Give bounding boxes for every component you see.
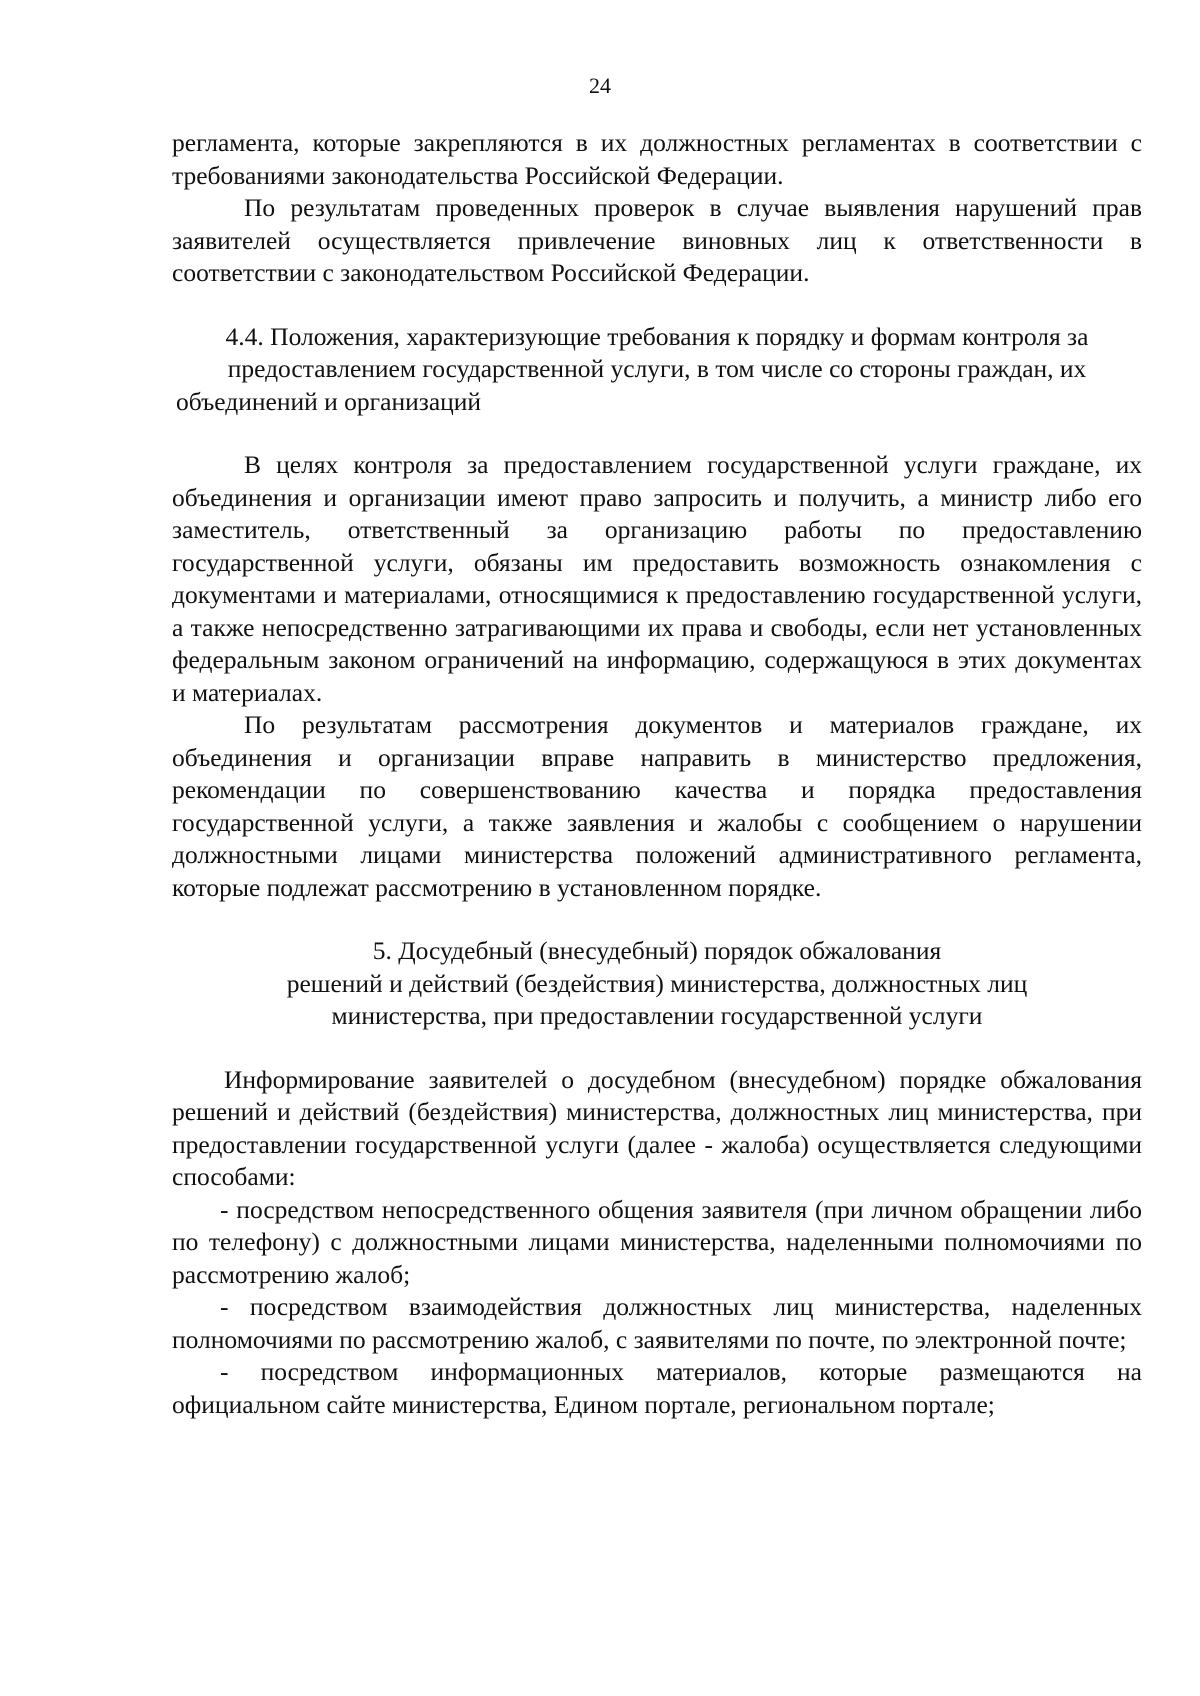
- paragraph-violations: По результатам проведенных проверок в случае выявления нарушений прав заявителей осуществляется привлечение виновных лиц к ответственности в соответствии с законодательством Российской Федерации.: [172, 193, 1142, 287]
- paragraph-control-right: В целях контроля за предоставлением государственной услуги граждане, их объединения и организации имеют право запросить и получить, а министр либо его заместитель, ответственный за организацию работы по предоставлению государственной услуги, обязаны им предоставить возможность ознакомления с документами и материалами, относящимися к предоставлению государственной услуги, а также непосредственно затрагивающими их права и свободы, если нет установленных федеральным законом ограничений на информацию, содержащуюся в этих документах и материалах.: [172, 450, 1142, 707]
- paragraph-continuation: регламента, которые закрепляются в их должностных регламентах в соответствии с требованиями законодательства Российской Федерации.: [172, 128, 1142, 190]
- paragraph-review-results: По результатам рассмотрения документов и материалов граждане, их объединения и организации вправе направить в министерство предложения, рекомендации по совершенствованию качества и порядка предоставления государственной услуги, а также заявления и жалобы с сообщением о нарушении должностными лицами министерства положений административного регламента, которые подлежат рассмотрению в установленном порядке.: [172, 710, 1142, 902]
- section-heading-5-line: 5. Досудебный (внесудебный) порядок обжалования: [372, 936, 942, 965]
- paragraph-informing: Информирование заявителей о досудебном (внесудебном) порядке обжалования решений и действий (бездействия) министерства, должностных лиц министерства, при предоставлении государственной услуги (далее - жалоба) осуществляется следующими способами:: [172, 1064, 1142, 1191]
- list-item: - посредством взаимодействия должностных лиц министерства, наделенных полномочиями по рассмотрению жалоб, с заявителями по почте, по электронной почте;: [172, 1292, 1142, 1354]
- section-heading-4-4: 4.4. Положения, характеризующие требования к порядку и формам контроля за предоставлением государственной услуги, в том числе со стороны граждан, их объединений и организаций: [176, 321, 1089, 416]
- page-number: 24: [589, 73, 611, 98]
- list-item: - посредством непосредственного общения заявителя (при личном обращении либо по телефону) с должностными лицами министерства, наделенными полномочиями по рассмотрению жалоб;: [172, 1194, 1142, 1289]
- section-heading-5-line: решений и действий (бездействия) министерства, должностных лиц: [286, 968, 1028, 998]
- list-item: - посредством информационных материалов, которые размещаются на официальном сайте министерства, Едином портале, региональном портале;: [172, 1357, 1142, 1419]
- document-body: [172, 127, 1142, 1421]
- section-heading-5: [172, 935, 1142, 1033]
- section-heading-5-line: министерства, при предоставлении государственной услуги: [331, 1001, 983, 1030]
